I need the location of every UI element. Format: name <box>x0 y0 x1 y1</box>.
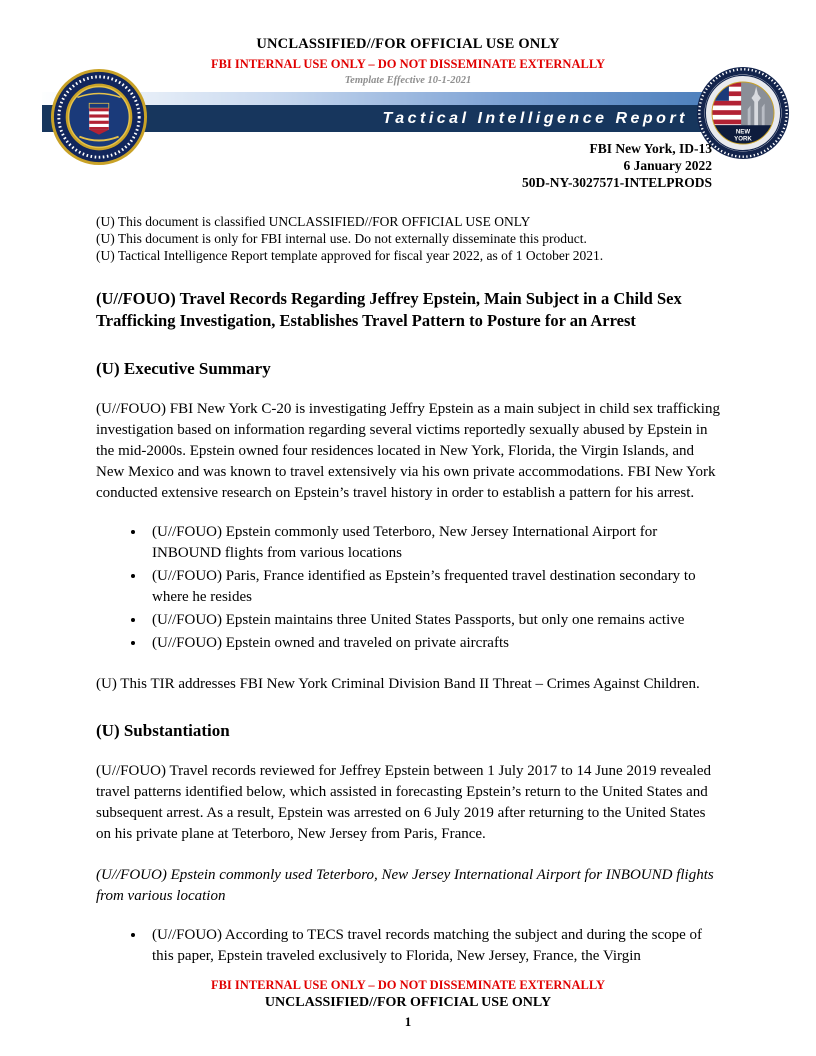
executive-summary-paragraph: (U//FOUO) FBI New York C-20 is investigating Jeffry Epstein as a main subject in child sex trafficking investigation based on information regarding several victims reportedly sexually abused by Epstein in the mid-2000s. Epstein owned four residences located in New York, Florida, the Virgin Islands, and New Mexico and was known to travel extensively via his own private accommodations. FBI New York conducted extensive research on Epstein’s travel history in order to establish a pattern for his arrest. <box>96 400 720 501</box>
template-effective-note: Template Effective 10-1-2021 <box>344 75 472 86</box>
tir-threat-note: (U) This TIR addresses FBI New York Criminal Division Band II Threat – Crimes Against Children. <box>96 675 700 692</box>
bullet-item: • (U//FOUO) Epstein maintains three United States Passports, but only one remains active <box>146 610 720 631</box>
executive-summary-heading: (U) Executive Summary <box>96 358 271 378</box>
notice-line: (U) This document is only for FBI internal use. Do not externally disseminate this product. <box>96 231 587 246</box>
notice-line: (U) Tactical Intelligence Report template approved for fiscal year 2022, as of 1 October 2021. <box>96 248 604 263</box>
bullet-item: • (U//FOUO) Epstein commonly used Teterboro, New Jersey International Airport for INBOUND flights from various locations <box>146 522 720 564</box>
notice-line: (U) This document is classified UNCLASSIFIED//FOR OFFICIAL USE ONLY <box>96 214 531 229</box>
bullet-item: • (U//FOUO) According to TECS travel records matching the subject and during the scope of this paper, Epstein traveled exclusively to Florida, New Jersey, France, the Virgin <box>146 925 720 967</box>
bottom-classification-banner: UNCLASSIFIED//FOR OFFICIAL USE ONLY <box>264 995 552 1010</box>
bullet-item: • (U//FOUO) Epstein owned and traveled on private aircrafts <box>146 633 720 654</box>
internal-use-warning-bottom: FBI INTERNAL USE ONLY – DO NOT DISSEMINATE EXTERNALLY <box>210 978 606 992</box>
document-body <box>96 213 720 967</box>
page-footer <box>0 978 816 1030</box>
date-line: 6 January 2022 <box>623 158 712 173</box>
office-line: FBI New York, ID-13 <box>589 141 712 156</box>
internal-use-warning-top: FBI INTERNAL USE ONLY – DO NOT DISSEMINATE EXTERNALLY <box>210 57 606 71</box>
fbi-intelligence-division-seal-icon <box>696 66 790 160</box>
banner-title: Tactical Intelligence Report <box>382 109 688 127</box>
top-classification-banner: UNCLASSIFIED//FOR OFFICIAL USE ONLY <box>256 36 560 52</box>
substantiation-heading: (U) Substantiation <box>96 720 230 740</box>
classification-notices <box>96 213 720 264</box>
case-number-line: 50D-NY-3027571-INTELPRODS <box>521 175 712 190</box>
fbi-doj-seal-icon <box>50 68 148 166</box>
bullet-item: • (U//FOUO) Paris, France identified as Epstein’s frequented travel destination secondary to where he resides <box>146 566 720 608</box>
seal-new-york-label: NEW <box>735 128 751 136</box>
document-title: (U//FOUO) Travel Records Regarding Jeffrey Epstein, Main Subject in a Child Sex Trafficking Investigation, Establishes Travel Pattern to Posture for an Arrest <box>96 289 682 331</box>
substantiation-bullets <box>96 925 720 967</box>
executive-summary-bullets <box>96 522 720 654</box>
substantiation-italic-lead: (U//FOUO) Epstein commonly used Teterboro, New Jersey International Airport for INBOUND flights from various location <box>96 866 714 904</box>
substantiation-paragraph: (U//FOUO) Travel records reviewed for Jeffrey Epstein between 1 July 2017 to 14 June 2019 revealed travel patterns identified below, which assisted in forecasting Epstein’s return to the United States and subsequent arrest. As a result, Epstein was arrested on 6 July 2019 after returning to the United States on his private plane at Teterboro, New Jersey from Paris, France. <box>96 762 711 842</box>
svg-text:YORK: YORK <box>734 135 752 143</box>
page-number: 1 <box>404 1014 412 1029</box>
